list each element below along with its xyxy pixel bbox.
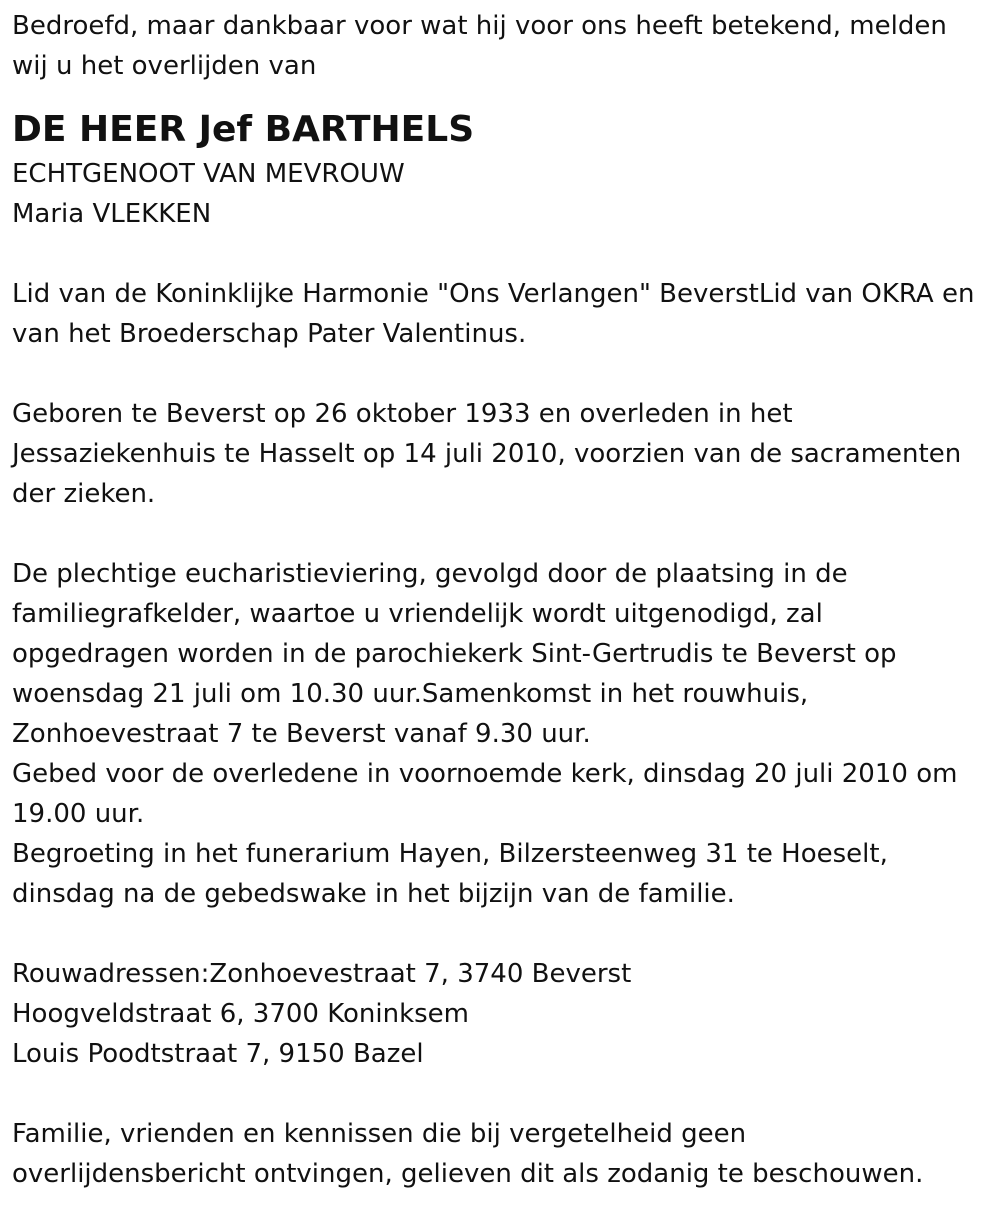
address-line: Rouwadressen:Zonhoevestraat 7, 3740 Beverst <box>12 959 632 989</box>
ceremony-paragraph <box>12 554 988 914</box>
ceremony-line: Gebed voor de overledene in voornoemde kerk, dinsdag 20 juli 2010 om <box>12 759 958 789</box>
ceremony-line: Zonhoevestraat 7 te Beverst vanaf 9.30 uur. <box>12 719 591 749</box>
intro-line: Bedroefd, maar dankbaar voor wat hij voor ons heeft betekend, melden <box>12 11 947 41</box>
address-line: Hoogveldstraat 6, 3700 Koninksem <box>12 999 470 1029</box>
spacer <box>12 354 988 394</box>
ceremony-line: woensdag 21 juli om 10.30 uur.Samenkomst in het rouwhuis, <box>12 679 809 709</box>
ceremony-line: 19.00 uur. <box>12 799 145 829</box>
spacer <box>12 914 988 954</box>
ceremony-line: Begroeting in het funerarium Hayen, Bilzersteenweg 31 te Hoeselt, <box>12 839 888 869</box>
memberships-line: Lid van de Koninklijke Harmonie "Ons Verlangen" BeverstLid van OKRA en <box>12 279 975 309</box>
address-line: Louis Poodtstraat 7, 9150 Bazel <box>12 1039 424 1069</box>
spouse-name: Maria VLEKKEN <box>12 199 212 229</box>
birth-death-paragraph <box>12 394 988 514</box>
intro-paragraph <box>12 6 988 86</box>
spacer <box>12 1074 988 1114</box>
ceremony-line: De plechtige eucharistieviering, gevolgd door de plaatsing in de <box>12 559 848 589</box>
birth-death-line: Geboren te Beverst op 26 oktober 1933 en overleden in het <box>12 399 793 429</box>
closing-paragraph <box>12 1114 988 1194</box>
birth-death-line: Jessaziekenhuis te Hasselt op 14 juli 2010, voorzien van de sacramenten <box>12 439 962 469</box>
ceremony-line: dinsdag na de gebedswake in het bijzijn van de familie. <box>12 879 735 909</box>
closing-line: Familie, vrienden en kennissen die bij vergetelheid geen <box>12 1119 747 1149</box>
deceased-name: DE HEER Jef BARTHELS <box>12 109 475 150</box>
spouse-title: ECHTGENOOT VAN MEVROUW <box>12 159 405 189</box>
ceremony-line: familiegrafkelder, waartoe u vriendelijk wordt uitgenodigd, zal <box>12 599 823 629</box>
ceremony-line: opgedragen worden in de parochiekerk Sint-Gertrudis te Beverst op <box>12 639 897 669</box>
spacer <box>12 514 988 554</box>
intro-line: wij u het overlijden van <box>12 51 317 81</box>
memberships-line: van het Broederschap Pater Valentinus. <box>12 319 527 349</box>
memberships-paragraph <box>12 274 988 354</box>
addresses-paragraph <box>12 954 988 1074</box>
spacer <box>12 234 988 274</box>
birth-death-line: der zieken. <box>12 479 156 509</box>
closing-line: overlijdensbericht ontvingen, gelieven dit als zodanig te beschouwen. <box>12 1159 924 1189</box>
